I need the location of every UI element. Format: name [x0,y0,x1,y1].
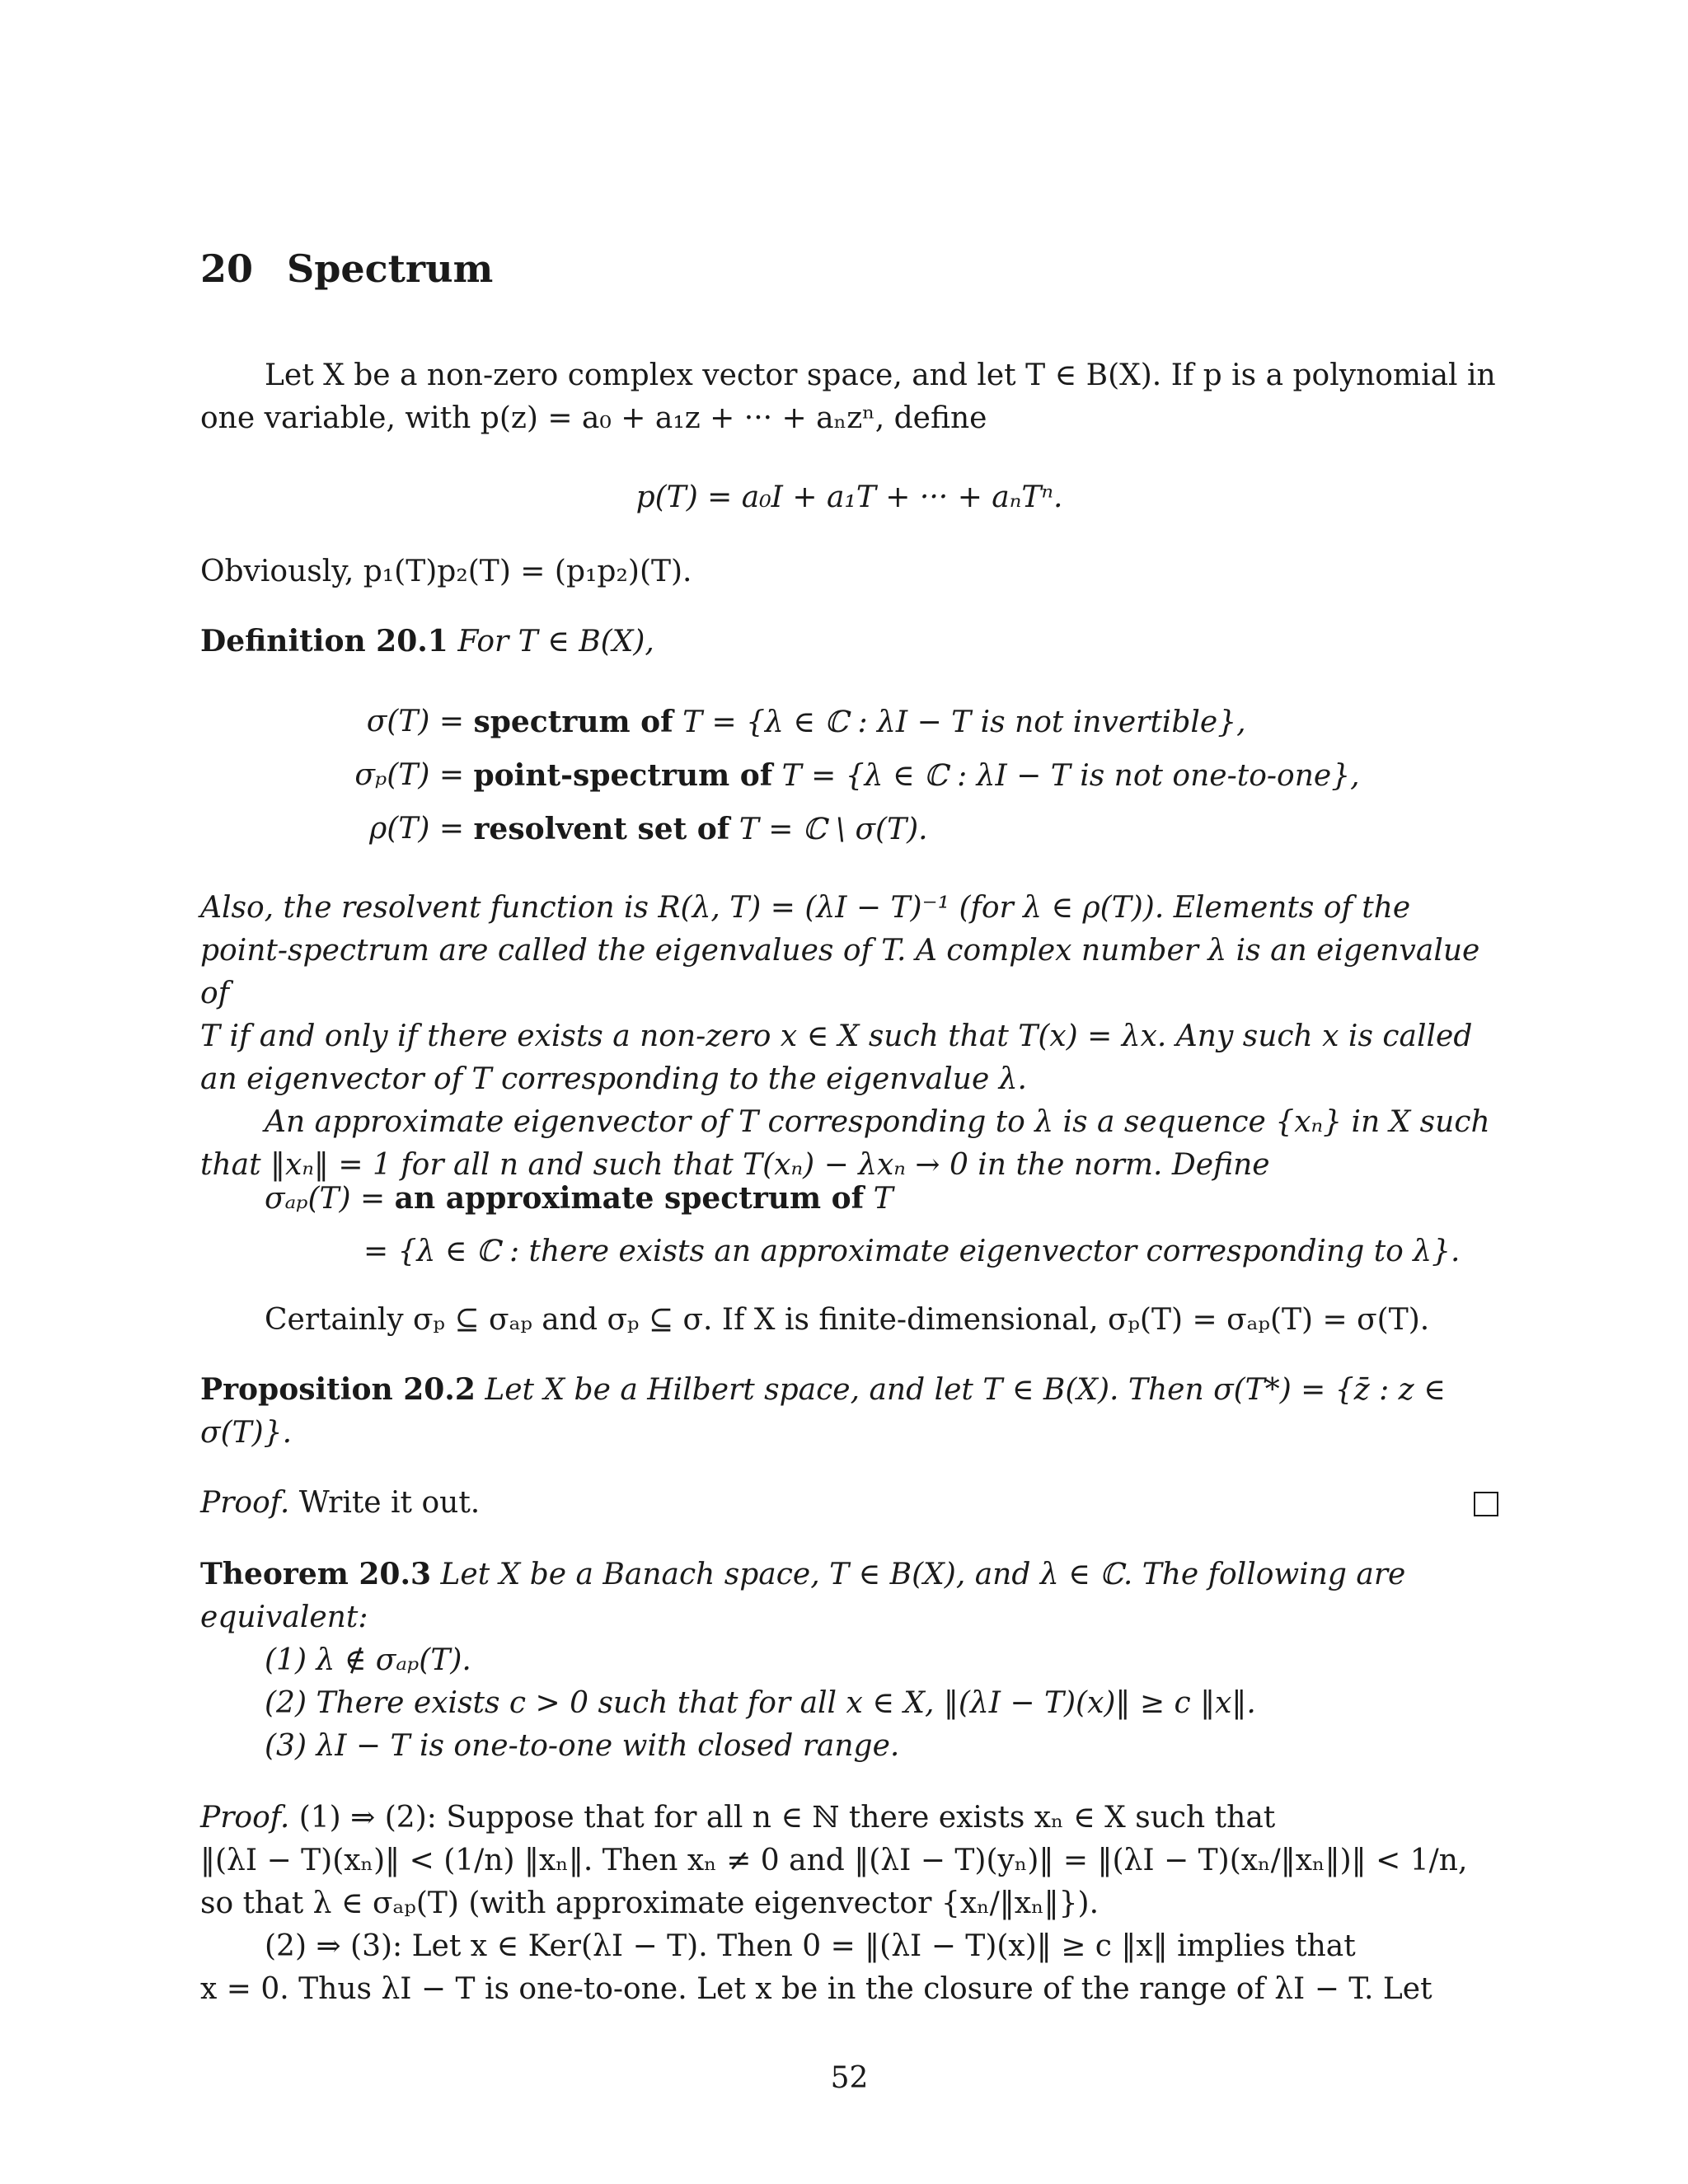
approx-spectrum-term: an approximate spectrum of [394,1181,865,1216]
section-heading [200,247,493,290]
definition-lead: For T ∈ B(X), [457,625,654,658]
intro-paragraph [200,354,1498,440]
section-title: Spectrum [287,246,494,291]
proposition-text: Let X be a Hilbert space, and let T ∈ B(X). Then σ(T*) = {z̄ : z ∈ [485,1373,1446,1407]
definition-term: spectrum of [473,705,673,739]
definition-row [200,754,1498,798]
proof-line: x = 0. Thus λI − T is one-to-one. Let x be in the closure of the range of λI − T. Let [200,1972,1432,2006]
proof-line: (2) ⇒ (3): Let x ∈ Ker(λI − T). Then 0 = ‖(λI − T)(x)‖ ≥ c ‖x‖ implies that [265,1929,1356,1963]
definition-row [200,808,1498,851]
theorem-item: (2) There exists c > 0 such that for all x ∈ X, ‖(λI − T)(x)‖ ≥ c ‖x‖. [265,1686,1256,1720]
proof-line: so that λ ∈ σₐₚ(T) (with approximate eigenvector {xₙ/‖xₙ‖}). [200,1886,1100,1920]
paragraph-line: An approximate eigenvector of T corresponding to λ is a sequence {xₙ} in X such [265,1105,1490,1139]
approx-spectrum-definition [200,1177,1498,1273]
definition-also-paragraph [200,887,1498,1187]
paragraph-line: T if and only if there exists a non-zero x ∈ X such that T(x) = λx. Any such x is called [200,1019,1473,1053]
definition-rest: T = ℂ \ σ(T). [738,813,928,846]
intro-line: one variable, with p(z) = a₀ + a₁z + ··· + aₙzⁿ, define [200,401,987,435]
definition-row [200,701,1498,744]
proposition [200,1368,1498,1455]
definition-rest: T = {λ ∈ ℂ : λI − T is not invertible}, [682,705,1246,739]
paragraph-line: Also, the resolvent function is R(λ, T) = (λI − T)⁻¹ (for λ ∈ ρ(T)). Elements of the [200,891,1411,925]
qed-square-icon [1474,1492,1498,1516]
proof-label: Proof. [200,1486,290,1520]
theorem-label: Theorem 20.3 [200,1557,432,1591]
proposition-text: σ(T)}. [200,1416,293,1450]
proof-text: Write it out. [298,1486,481,1520]
definition-term: point-spectrum of [473,758,773,793]
definition-lhs: σ(T) = [366,705,464,738]
approx-spectrum-lhs: σₐₚ(T) = [265,1182,386,1216]
certainly-line: Certainly σₚ ⊆ σₐₚ and σₚ ⊆ σ. If X is finite-dimensional, σₚ(T) = σₐₚ(T) = σ(T). [265,1303,1430,1337]
intro-line: Let X be a non-zero complex vector space, and let T ∈ B(X). If p is a polynomial in [265,359,1496,392]
paragraph-line: an eigenvector of T corresponding to the eigenvalue λ. [200,1062,1027,1096]
proof-line: (1) ⇒ (2): Suppose that for all n ∈ ℕ there exists xₙ ∈ X such that [298,1801,1276,1835]
proof-long [200,1797,1498,2011]
theorem-text: equivalent: [200,1601,368,1634]
proof-line: ‖(λI − T)(xₙ)‖ < (1/n) ‖xₙ‖. Then xₙ ≠ 0 and ‖(λI − T)(yₙ)‖ = ‖(λI − T)(xₙ/‖xₙ‖)‖ < 1/n, [200,1844,1468,1877]
theorem [200,1553,1498,1768]
definition-header [200,620,1498,663]
definition-lhs: σₚ(T) = [354,758,464,792]
definition-lhs: ρ(T) = [369,812,464,846]
theorem-text: Let X be a Banach space, T ∈ B(X), and λ ∈ ℂ. The following are [440,1558,1406,1591]
theorem-item: (1) λ ∉ σₐₚ(T). [265,1643,471,1677]
definition-rows [200,701,1498,851]
definition-label: Definition 20.1 [200,624,448,658]
page-number: 52 [830,2061,869,2095]
definition-rest: T = {λ ∈ ℂ : λI − T is not one-to-one}, [781,759,1360,793]
approx-spectrum-rest: T [873,1182,893,1216]
display-equation: p(T) = a₀I + a₁T + ··· + aₙTⁿ. [635,480,1063,514]
approx-spectrum-set: = {λ ∈ ℂ : there exists an approximate eigenvector corresponding to λ}. [363,1235,1461,1268]
proof-label: Proof. [200,1801,290,1835]
paragraph-line: that ‖xₙ‖ = 1 for all n and such that T(xₙ) − λxₙ → 0 in the norm. Define [200,1148,1270,1182]
obvious-line: Obviously, p₁(T)p₂(T) = (p₁p₂)(T). [200,555,692,588]
section-number: 20 [200,246,254,291]
paragraph-line: point-spectrum are called the eigenvalues of T. A complex number λ is an eigenvalue of [200,934,1480,1010]
proof-short [200,1482,1498,1525]
theorem-item: (3) λI − T is one-to-one with closed range. [265,1729,900,1763]
proposition-label: Proposition 20.2 [200,1372,476,1407]
definition-term: resolvent set of [473,812,730,846]
